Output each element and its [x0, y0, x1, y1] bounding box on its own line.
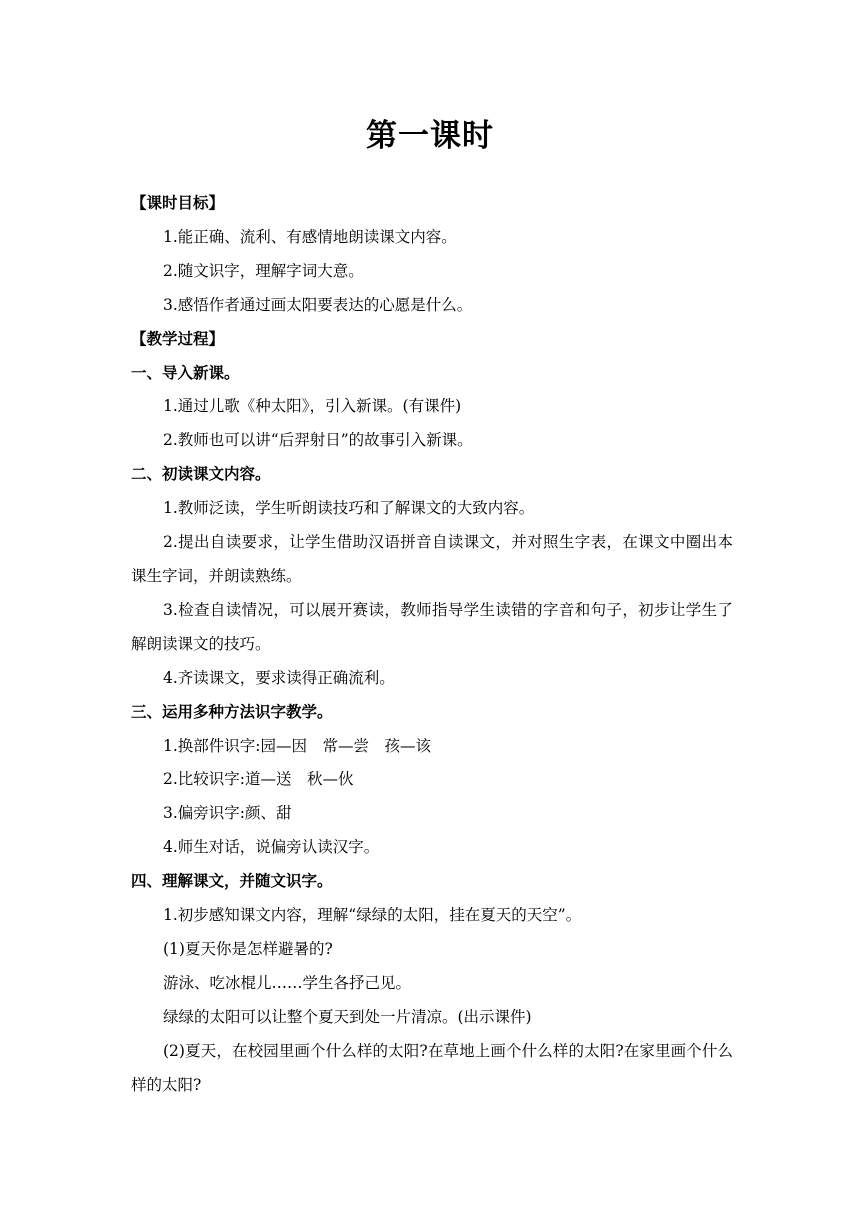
- paragraph: (1)夏天你是怎样避暑的?: [163, 939, 333, 958]
- paragraph: 4.师生对话，说偏旁认读汉字。: [163, 838, 380, 857]
- paragraph: (2)夏天，在校园里画个什么样的太阳?在草地上画个什么样的太阳?在家里画个什么样的太阳?: [131, 1041, 733, 1094]
- paragraph: 1.通过儿歌《种太阳》，引入新课。(有课件): [163, 397, 462, 416]
- paragraph: 绿绿的太阳可以让整个夏天到处一片清凉。(出示课件): [163, 1007, 532, 1026]
- paragraph: 3.检查自读情况，可以展开赛读，教师指导学生读错的字音和句子，初步让学生了解朗读课文的技巧。: [131, 600, 733, 653]
- paragraph: 3.感悟作者通过画太阳要表达的心愿是什么。: [163, 295, 473, 314]
- paragraph: 4.齐读课文，要求读得正确流利。: [163, 668, 395, 687]
- paragraph: 游泳、吃冰棍儿……学生各抒己见。: [163, 973, 412, 992]
- section-heading: 一、导入新课。: [131, 363, 240, 382]
- paragraph: 1.初步感知课文内容，理解“绿绿的太阳，挂在夏天的天空”。: [163, 906, 582, 925]
- document-body: [131, 187, 733, 1102]
- section-heading: 【课时目标】: [131, 194, 225, 212]
- page-title: 第一课时: [366, 118, 494, 154]
- section-heading: 二、初读课文内容。: [131, 465, 271, 484]
- paragraph: 1.换部件识字:园—因 常—尝 孩—该: [163, 736, 432, 755]
- paragraph: 2.比较识字:道—送 秋—伙: [163, 770, 354, 789]
- section-heading: 四、理解课文，并随文识字。: [131, 872, 333, 891]
- paragraph: 1.能正确、流利、有感情地朗读课文内容。: [163, 227, 457, 246]
- paragraph: 2.提出自读要求，让学生借助汉语拼音自读课文，并对照生字表，在课文中圈出本课生字词，并朗读熟练。: [131, 533, 733, 585]
- section-heading: 三、运用多种方法识字教学。: [131, 702, 333, 721]
- section-heading: 【教学过程】: [131, 329, 225, 348]
- paragraph: 1.教师泛读，学生听朗读技巧和了解课文的大致内容。: [163, 499, 535, 518]
- paragraph: 2.随文识字，理解字词大意。: [163, 261, 364, 280]
- paragraph: 2.教师也可以讲“后羿射日”的故事引入新课。: [163, 431, 473, 450]
- paragraph: 3.偏旁识字:颜、甜: [163, 804, 292, 823]
